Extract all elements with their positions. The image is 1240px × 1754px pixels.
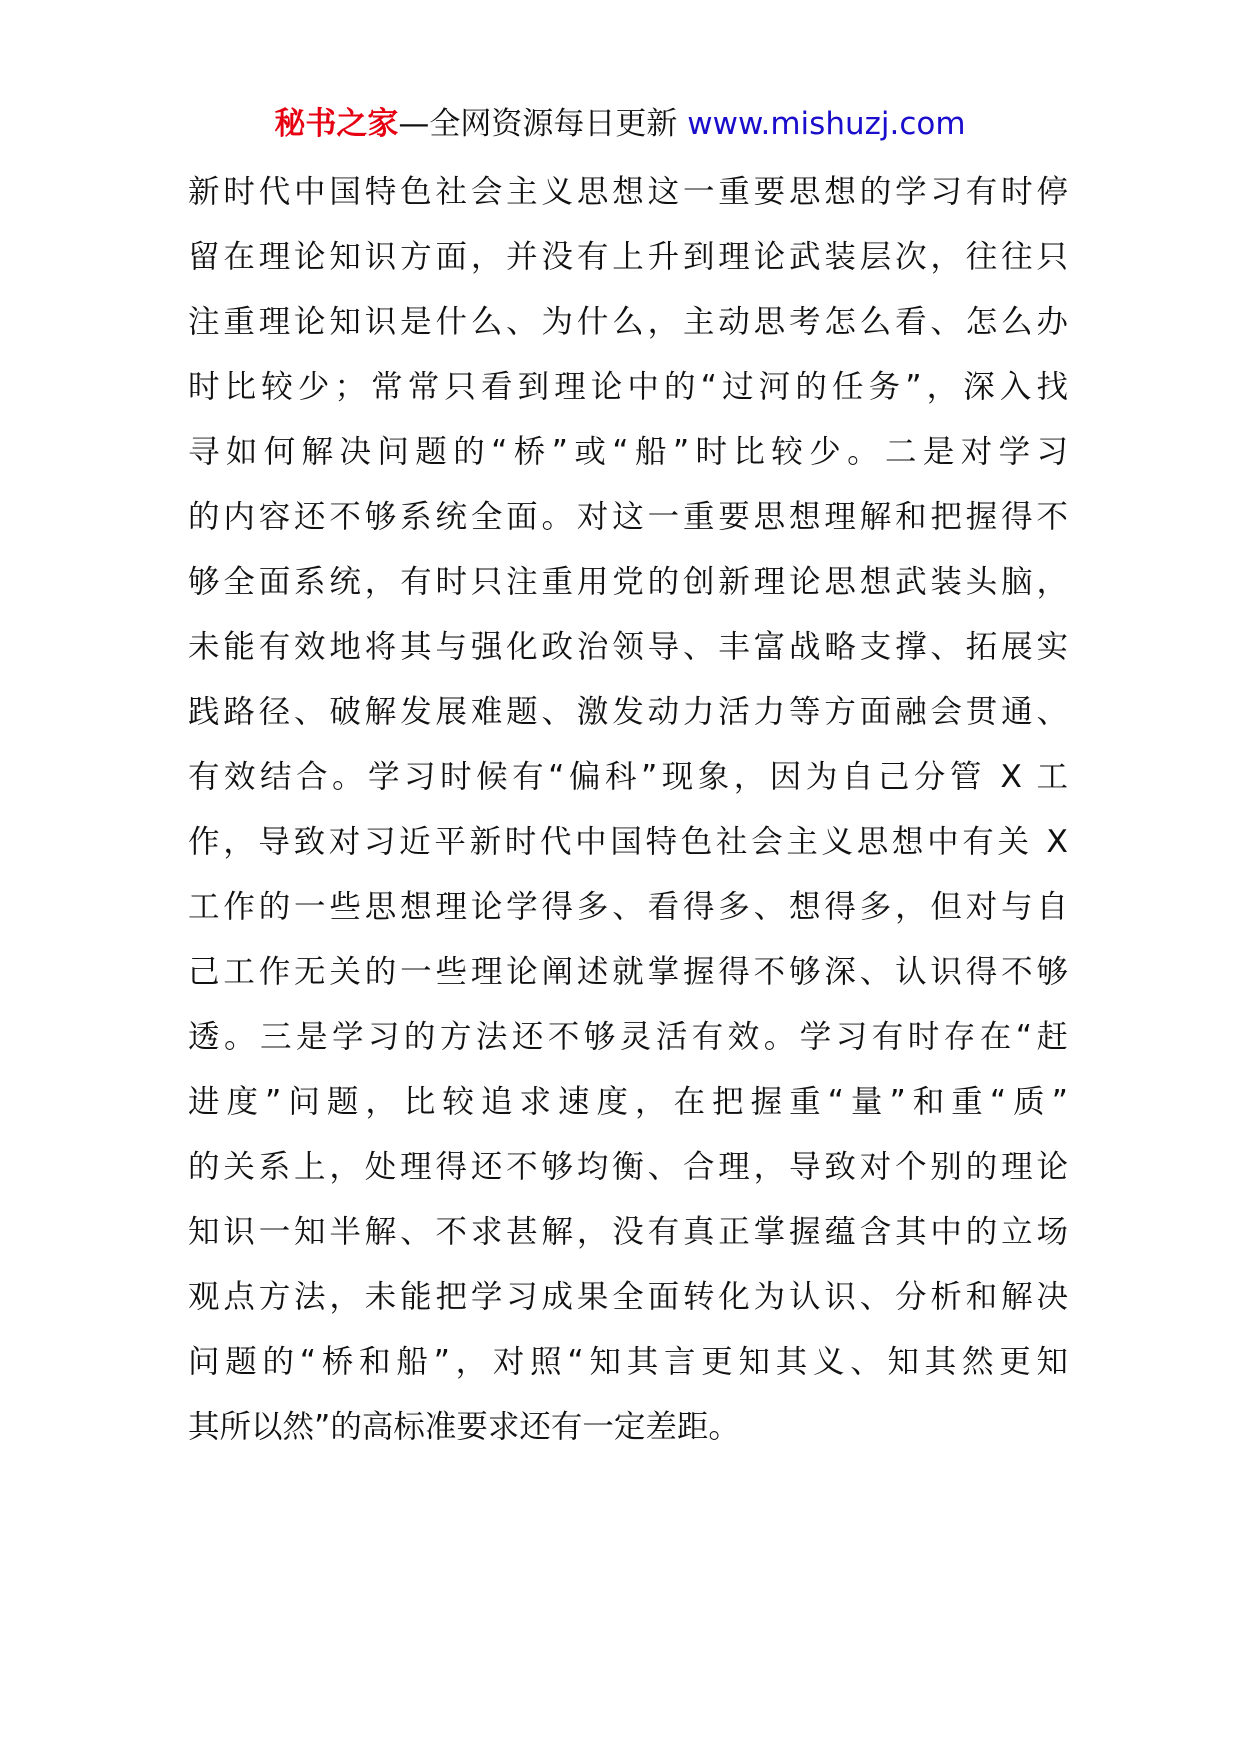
site-url-link[interactable]: www.mishuzj.com — [687, 106, 966, 142]
text-line: 时比较少；常常只看到理论中的“过河的任务”，深入找 — [188, 369, 1068, 405]
text-line: 知识一知半解、不求甚解，没有真正掌握蕴含其中的立场 — [188, 1214, 1068, 1250]
site-brand: 秘书之家 — [274, 106, 399, 142]
site-header — [0, 102, 1240, 146]
text-line: 作，导致对习近平新时代中国特色社会主义思想中有关 X — [188, 824, 1068, 860]
text-line: 的内容还不够系统全面。对这一重要思想理解和把握得不 — [188, 499, 1068, 535]
text-line: 的关系上，处理得还不够均衡、合理，导致对个别的理论 — [188, 1149, 1068, 1185]
text-line: 其所以然”的高标准要求还有一定差距。 — [188, 1409, 740, 1445]
text-line: 观点方法，未能把学习成果全面转化为认识、分析和解决 — [188, 1279, 1068, 1315]
text-line: 寻如何解决问题的“桥”或“船”时比较少。二是对学习 — [188, 434, 1068, 470]
text-line: 未能有效地将其与强化政治领导、丰富战略支撑、拓展实 — [188, 629, 1068, 665]
text-line: 新时代中国特色社会主义思想这一重要思想的学习有时停 — [188, 174, 1068, 210]
text-line: 有效结合。学习时候有“偏科”现象，因为自己分管 X 工 — [188, 759, 1068, 795]
text-line: 问题的“桥和船”，对照“知其言更知其义、知其然更知 — [188, 1344, 1068, 1380]
site-tagline: —全网资源每日更新 — [398, 106, 678, 142]
text-line: 己工作无关的一些理论阐述就掌握得不够深、认识得不够 — [188, 954, 1068, 990]
text-line: 够全面系统，有时只注重用党的创新理论思想武装头脑， — [188, 564, 1068, 600]
text-line: 留在理论知识方面，并没有上升到理论武装层次，往往只 — [188, 239, 1068, 275]
text-line: 透。三是学习的方法还不够灵活有效。学习有时存在“赶 — [188, 1019, 1068, 1055]
text-line: 践路径、破解发展难题、激发动力活力等方面融会贯通、 — [188, 694, 1068, 730]
text-line: 进度”问题，比较追求速度，在把握重“量”和重“质” — [188, 1084, 1068, 1120]
text-line: 注重理论知识是什么、为什么，主动思考怎么看、怎么办 — [188, 304, 1068, 340]
document-body — [188, 160, 1068, 1460]
text-line: 工作的一些思想理论学得多、看得多、想得多，但对与自 — [188, 889, 1068, 925]
